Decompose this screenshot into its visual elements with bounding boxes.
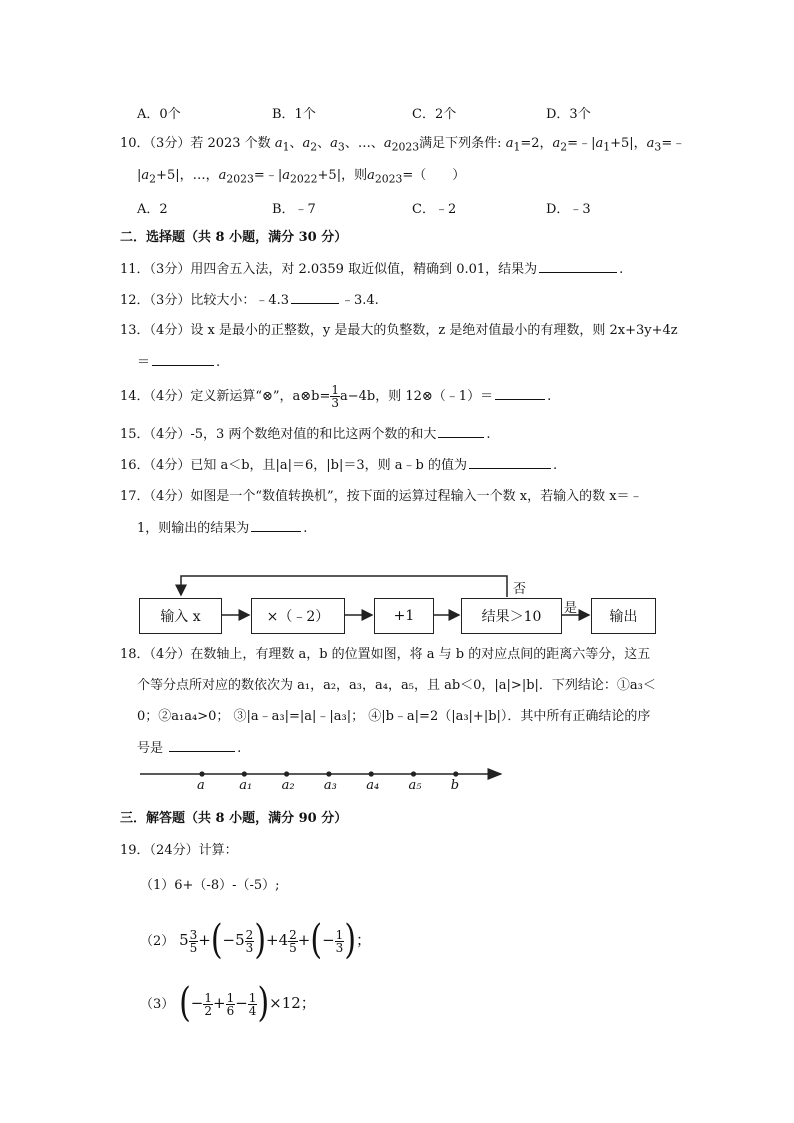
flow-box-add: +1 <box>374 598 434 634</box>
flow-label-yes: 是 <box>564 601 578 616</box>
q18-line-3: 0；②a₁a₄>0； ③|a﹣a₃|=|a|﹣|a₃|； ④|b﹣a|=2（|a₃|+|b|）．其中所有正确结论的序 <box>137 709 651 724</box>
flow-box-input: 输入 x <box>139 598 222 634</box>
number-line-point-5 <box>411 771 416 776</box>
q10-option-a: A．2 <box>137 202 168 217</box>
q10-option-b: B．﹣7 <box>272 202 316 217</box>
number-line-point-3 <box>326 771 331 776</box>
q19-part-2: （2） 5 $\frac{3}{5}$ +(−5 $\frac{2}{3}$ )+4 $\frac{2}{5}$ +(− $\frac{1}{3}$ )； <box>140 916 372 964</box>
q13-line-2: ＝ . <box>137 355 221 370</box>
q19-part-1: （1）6+（-8）-（-5）; <box>140 878 280 893</box>
q10-option-c: C．﹣2 <box>412 202 457 217</box>
q9-option-d: D．3个 <box>546 107 591 122</box>
q14: 14．（4分）定义新运算“⊗”，a⊗b= $\frac{1}{3}$ a−4b，则 12⊗（﹣1）＝ . <box>120 383 552 410</box>
q18-line-1: 18．（4分）在数轴上，有理数 a，b 的位置如图，将 a 与 b 的对应点间的距离六等分，这五 <box>120 647 651 662</box>
number-line-point-2 <box>284 771 289 776</box>
number-line-label-4: a₄ <box>366 778 380 793</box>
q13-line-1: 13．（4分）设 x 是最小的正整数，y 是最大的负整数，z 是绝对值最小的有理数，则 2x+3y+4z <box>120 323 678 338</box>
flow-box-output: 输出 <box>591 598 656 634</box>
number-line-point-4 <box>369 771 374 776</box>
q11: 11．（3分）用四舍五入法，对 2.0359 取近似值，精确到 0.01，结果为 . <box>120 262 624 277</box>
section-3-heading: 三．解答题（共 8 小题，满分 90 分） <box>120 811 348 826</box>
q10-line-2: $|a_2+5|$，…，$a_{2023}=﹣|a_{2022}+5|$，则$a_{2023}=$（ ） <box>137 168 466 186</box>
section-2-heading: 二．选择题（共 8 小题，满分 30 分） <box>120 230 348 245</box>
q9-option-a: A．0个 <box>137 107 181 122</box>
q19-title: 19．（24分）计算： <box>120 843 238 858</box>
number-line-point-1 <box>242 771 247 776</box>
q17-line-2: 1，则输出的结果为 . <box>137 521 308 536</box>
q18-line-2: 个等分点所对应的数依次为 a₁，a₂，a₃，a₄，a₅，且 ab＜0，|a|>|b|．下列结论：①a₃＜ <box>137 678 656 693</box>
number-line-label-3: a₃ <box>323 778 337 793</box>
number-line-point-6 <box>453 771 458 776</box>
number-line-label-0: a <box>197 778 205 793</box>
q9-option-c: C．2个 <box>412 107 457 122</box>
number-line-label-1: a₁ <box>239 778 253 793</box>
number-line-point-0 <box>199 771 204 776</box>
q17-line-1: 17．（4分）如图是一个“数值转换机”，按下面的运算过程输入一个数 x，若输入的数 x＝﹣ <box>120 489 643 504</box>
number-line-label-6: b <box>450 778 460 793</box>
q19-part-3: （3） (− $\frac{1}{2}$ + $\frac{1}{6}$ − $\frac{1}{4}$ )×12； <box>140 979 316 1027</box>
q12: 12．（3分）比较大小：﹣4.3 ﹣3.4. <box>120 293 379 308</box>
number-line-label-2: a₂ <box>281 778 295 793</box>
flow-box-multiply: ×（﹣2） <box>251 598 345 634</box>
q10-option-d: D．﹣3 <box>546 202 591 217</box>
q16: 16．（4分）已知 a＜b，且|a|＝6，|b|＝3，则 a﹣b 的值为 . <box>120 458 558 473</box>
q15: 15．（4分）-5，3 两个数绝对值的和比这两个数的和大 . <box>120 427 491 442</box>
flow-label-no: 否 <box>513 582 527 597</box>
number-line-label-5: a₅ <box>408 778 422 793</box>
number-line <box>0 760 794 800</box>
fraction-one-third: $\frac{1}{3}$ <box>331 383 339 410</box>
q18-line-4: 号是 . <box>137 741 242 756</box>
q9-option-b: B．1个 <box>272 107 316 122</box>
q10-line-1: 10．（3分）若 2023 个数 $a_1$、$a_2$、$a_3$、…、$a_{2023}$满足下列条件: $a_1=2$，$a_2=﹣|a_1+5|$，$a_3=﹣$ <box>120 136 686 154</box>
flow-box-condition: 结果＞10 <box>461 598 562 634</box>
